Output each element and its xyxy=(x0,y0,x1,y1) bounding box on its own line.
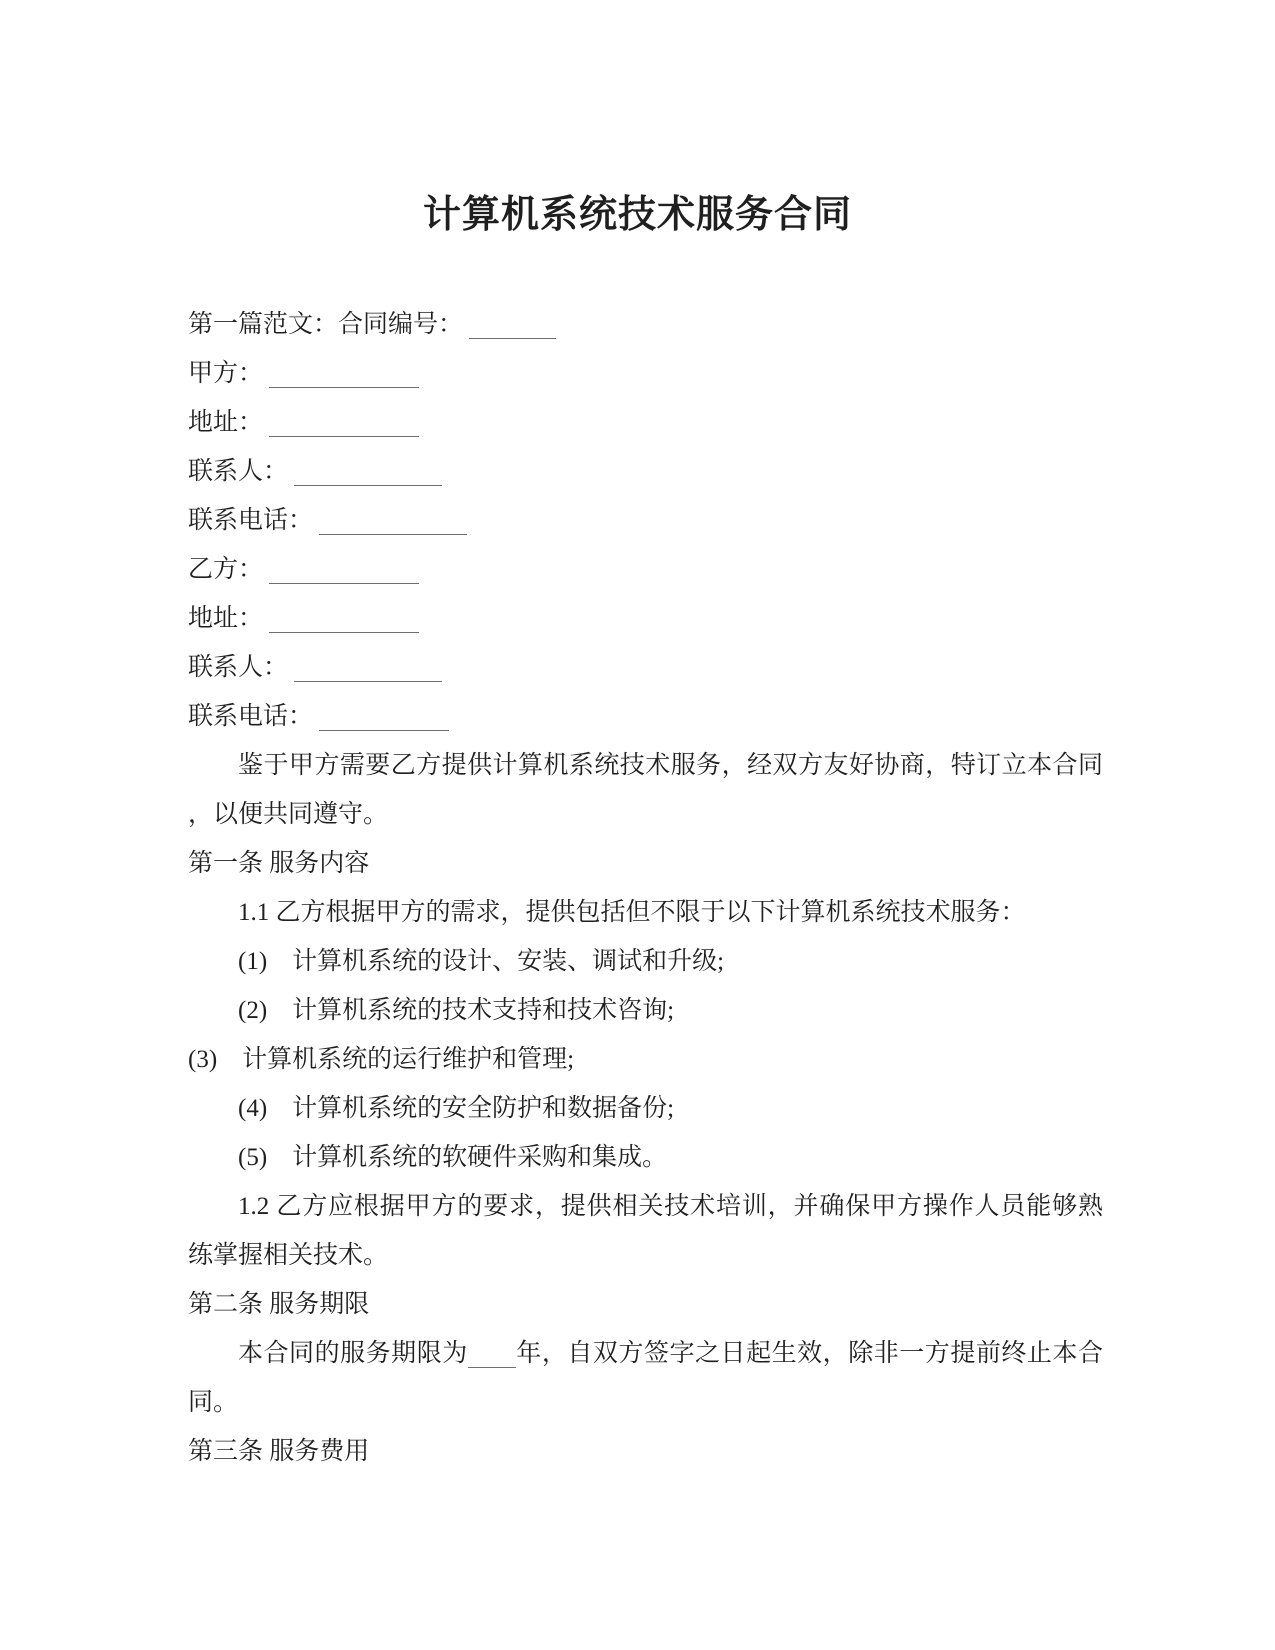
preamble-line-2 xyxy=(188,790,1103,839)
service-item-4 xyxy=(188,1084,1103,1133)
blank-underline xyxy=(269,362,419,388)
field-label: 地址： xyxy=(188,409,264,436)
contract-body xyxy=(188,300,1103,1476)
field-label: 联系人： xyxy=(188,654,289,681)
field-label: 第一篇范文：合同编号： xyxy=(188,311,464,338)
field-label: 甲方： xyxy=(188,360,264,387)
heading-text: 第一条 服务内容 xyxy=(188,850,370,877)
paragraph-text: ，以便共同遵守。 xyxy=(188,801,389,828)
paragraph-text: 练掌握相关技术。 xyxy=(188,1242,389,1269)
paragraph-text: (3) 计算机系统的运行维护和管理; xyxy=(188,1046,575,1073)
paragraph-text: 同。 xyxy=(188,1389,239,1416)
article-1-heading xyxy=(188,839,1103,888)
party-b-phone-line xyxy=(188,692,1103,741)
party-a-contact-line xyxy=(188,447,1103,496)
paragraph-text: (4) 计算机系统的安全防护和数据备份; xyxy=(238,1095,675,1122)
heading-text: 第三条 服务费用 xyxy=(188,1438,370,1465)
blank-underline xyxy=(269,558,419,584)
blank-underline xyxy=(469,313,556,339)
blank-underline xyxy=(294,656,442,682)
preamble-line-1 xyxy=(188,741,1103,790)
blank-underline xyxy=(269,411,419,437)
field-label: 联系电话： xyxy=(188,507,314,534)
term-line-1 xyxy=(188,1329,1103,1378)
party-a-line xyxy=(188,349,1103,398)
blank-underline xyxy=(294,460,442,486)
heading-text: 第二条 服务期限 xyxy=(188,1291,370,1318)
contract-title: 计算机系统技术服务合同 xyxy=(422,194,852,236)
clause-1-1-line xyxy=(188,888,1103,937)
paragraph-text: (2) 计算机系统的技术支持和技术咨询; xyxy=(238,997,675,1024)
paragraph-text: 年，自双方签字之日起生效，除非一方提前终止本合 xyxy=(515,1340,1103,1367)
service-item-1 xyxy=(188,937,1103,986)
service-item-2 xyxy=(188,986,1103,1035)
party-b-contact-line xyxy=(188,643,1103,692)
service-item-5 xyxy=(188,1133,1103,1182)
field-label: 联系人： xyxy=(188,458,289,485)
paragraph-text: (5) 计算机系统的软硬件采购和集成。 xyxy=(238,1144,668,1171)
blank-underline xyxy=(319,705,449,731)
clause-1-2-line-1 xyxy=(188,1182,1103,1231)
article-3-heading xyxy=(188,1427,1103,1476)
party-a-address-line xyxy=(188,398,1103,447)
term-line-2 xyxy=(188,1378,1103,1427)
contract-number-line xyxy=(188,300,1103,349)
party-b-address-line xyxy=(188,594,1103,643)
clause-1-2-line-2 xyxy=(188,1231,1103,1280)
blank-underline xyxy=(319,509,467,535)
party-b-line xyxy=(188,545,1103,594)
paragraph-text: 本合同的服务期限为 xyxy=(238,1340,468,1367)
field-label: 地址： xyxy=(188,605,264,632)
paragraph-text: 1.1 乙方根据甲方的需求，提供包括但不限于以下计算机系统技术服务： xyxy=(238,899,1026,926)
blank-underline xyxy=(269,607,419,633)
party-a-phone-line xyxy=(188,496,1103,545)
paragraph-text: 1.2 乙方应根据甲方的要求，提供相关技术培训，并确保甲方操作人员能够熟 xyxy=(238,1193,1103,1220)
field-label: 乙方： xyxy=(188,556,264,583)
paragraph-text: 鉴于甲方需要乙方提供计算机系统技术服务，经双方友好协商，特订立本合同 xyxy=(238,752,1103,779)
field-label: 联系电话： xyxy=(188,703,314,730)
service-item-3 xyxy=(188,1035,1103,1084)
article-2-heading xyxy=(188,1280,1103,1329)
paragraph-text: (1) 计算机系统的设计、安装、调试和升级; xyxy=(238,948,725,975)
blank-underline xyxy=(468,1342,516,1368)
